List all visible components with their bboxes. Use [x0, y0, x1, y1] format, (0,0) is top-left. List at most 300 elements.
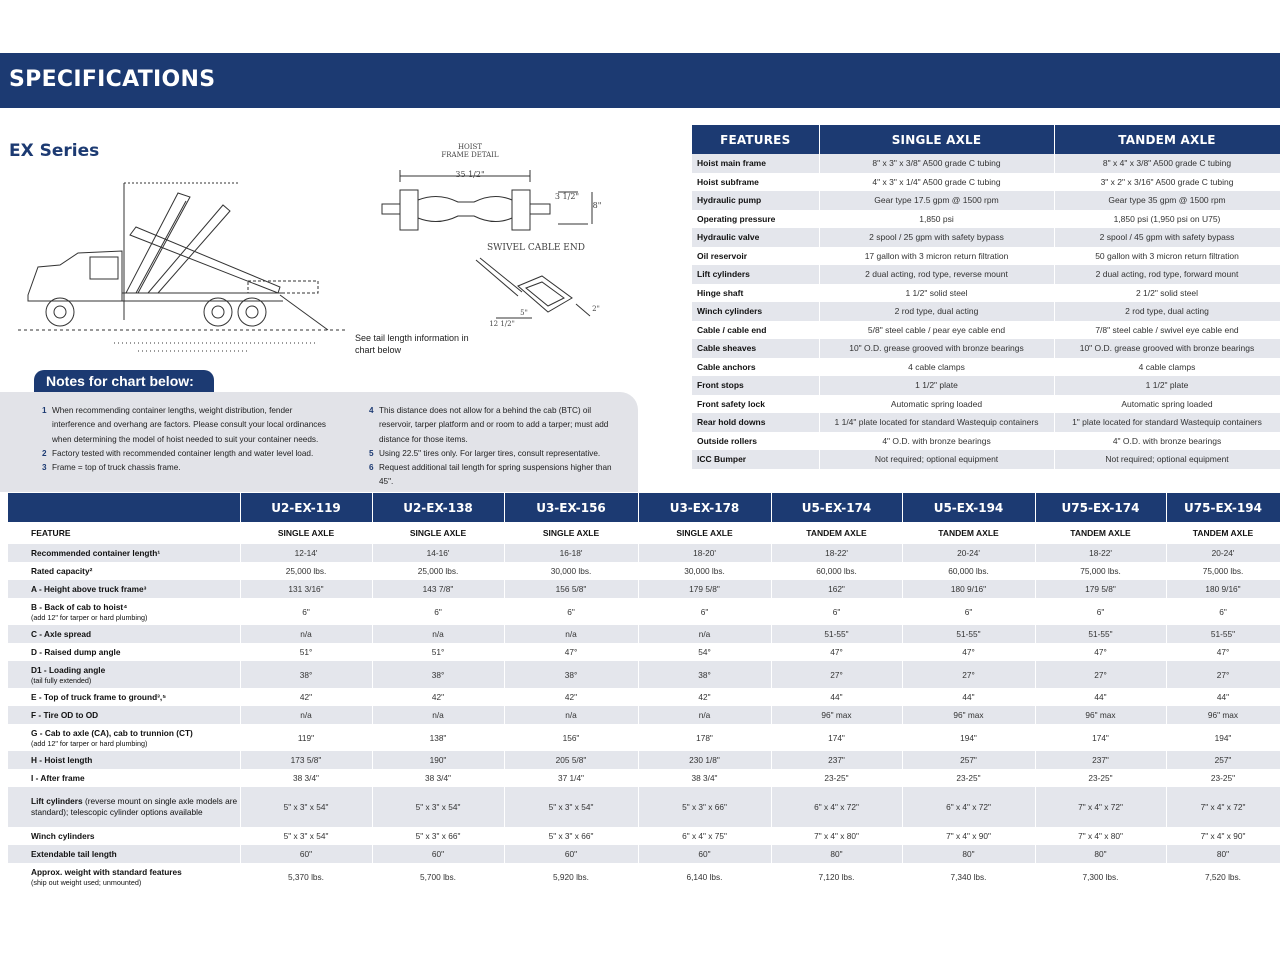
spec-label: Extendable tail length: [31, 848, 117, 859]
spec-value-cell: 75,000 lbs.: [1035, 562, 1166, 580]
spec-value-cell: 38 3/4": [638, 769, 771, 787]
spec-label: Rated capacity²: [31, 565, 93, 576]
spec-label: D - Raised dump angle: [31, 646, 121, 657]
feature-value-cell: 4" x 3" x 1/4" A500 grade C tubing: [819, 173, 1054, 192]
feature-name-cell: Hinge shaft: [692, 284, 819, 303]
spec-value-cell: 162": [771, 580, 902, 598]
spec-value-cell: 23-25": [1166, 769, 1280, 787]
feature-value-cell: Gear type 35 gpm @ 1500 rpm: [1054, 191, 1280, 210]
spec-value-cell: 174": [771, 724, 902, 751]
spec-value-cell: 178": [638, 724, 771, 751]
spec-value-cell: 6" x 4" x 72": [771, 787, 902, 827]
spec-value-cell: 180 9/16": [902, 580, 1035, 598]
spec-label-cell: [8, 580, 240, 598]
feature-value-cell: 5/8" steel cable / pear eye cable end: [819, 321, 1054, 340]
models-header-blank: [8, 493, 240, 522]
spec-value-cell: 23-25": [771, 769, 902, 787]
features-row: [692, 173, 1280, 192]
spec-value-cell: 156 5/8": [504, 580, 638, 598]
spec-value-cell: 5" x 3" x 54": [240, 787, 372, 827]
spec-value-cell: 6": [372, 598, 504, 625]
spec-value-cell: 194": [902, 724, 1035, 751]
spec-value-cell: 60": [372, 845, 504, 863]
spec-value-cell: 6": [902, 598, 1035, 625]
feature-value-cell: 2 spool / 25 gpm with safety bypass: [819, 228, 1054, 247]
spec-row: [8, 863, 1280, 890]
features-header-cell: TANDEM AXLE: [1054, 125, 1280, 154]
spec-value-cell: 5" x 3" x 54": [504, 787, 638, 827]
features-row: [692, 432, 1280, 451]
feature-value-cell: 3" x 2" x 3/16" A500 grade C tubing: [1054, 173, 1280, 192]
spec-value-cell: 38°: [504, 661, 638, 688]
feature-value-cell: 4 cable clamps: [819, 358, 1054, 377]
feature-value-cell: 1 1/2" plate: [1054, 376, 1280, 395]
spec-value-cell: 5,370 lbs.: [240, 863, 372, 890]
spec-row: [8, 787, 1280, 827]
feature-name-cell: Hydraulic pump: [692, 191, 819, 210]
spec-label: Lift cylinders: [31, 796, 83, 806]
feature-value-cell: Gear type 17.5 gpm @ 1500 rpm: [819, 191, 1054, 210]
spec-value-cell: n/a: [372, 625, 504, 643]
spec-row: [8, 598, 1280, 625]
spec-label: Winch cylinders: [31, 830, 95, 841]
spec-value-cell: 51°: [240, 643, 372, 661]
spec-value-cell: 12-14': [240, 544, 372, 562]
feature-value-cell: Not required; optional equipment: [1054, 450, 1280, 469]
features-row: [692, 321, 1280, 340]
feature-name-cell: Front stops: [692, 376, 819, 395]
features-row: [692, 450, 1280, 469]
spec-value-cell: 60": [504, 845, 638, 863]
spec-value-cell: 20-24': [902, 544, 1035, 562]
spec-value-cell: 80": [771, 845, 902, 863]
spec-row: [8, 580, 1280, 598]
models-table: [8, 493, 1280, 890]
spec-value-cell: 38°: [372, 661, 504, 688]
spec-label-note: (add 12" for tarper or hard plumbing): [31, 738, 148, 748]
spec-label-cell: [8, 863, 240, 890]
spec-row: [8, 562, 1280, 580]
note-text: Using 22.5" tires only. For larger tires, consult representative.: [379, 448, 601, 458]
spec-value-cell: 6": [771, 598, 902, 625]
feature-value-cell: 7/8" steel cable / swivel eye cable end: [1054, 321, 1280, 340]
spec-value-cell: n/a: [240, 706, 372, 724]
spec-value-cell: 44": [771, 688, 902, 706]
spec-value-cell: n/a: [240, 625, 372, 643]
spec-row: [8, 751, 1280, 769]
features-table: [692, 125, 1280, 469]
spec-value-cell: 5,700 lbs.: [372, 863, 504, 890]
axle-type-cell: SINGLE AXLE: [240, 522, 372, 544]
feature-name-cell: Hydraulic valve: [692, 228, 819, 247]
spec-value-cell: n/a: [638, 706, 771, 724]
model-header-cell: U2-EX-119: [240, 493, 372, 522]
feature-value-cell: 1 1/4" plate located for standard Wastequip containers: [819, 413, 1054, 432]
model-header-cell: U3-EX-178: [638, 493, 771, 522]
spec-value-cell: 7" x 4" x 80": [1035, 827, 1166, 845]
spec-value-cell: 47°: [1035, 643, 1166, 661]
spec-value-cell: 44": [1166, 688, 1280, 706]
feature-value-cell: 8" x 3" x 3/8" A500 grade C tubing: [819, 154, 1054, 173]
feature-value-cell: 2 rod type, dual acting: [819, 302, 1054, 321]
spec-row: [8, 827, 1280, 845]
feature-value-cell: 2 1/2" solid steel: [1054, 284, 1280, 303]
note-number: 2: [42, 448, 47, 458]
spec-value-cell: 37 1/4": [504, 769, 638, 787]
spec-label-cell: [8, 724, 240, 751]
features-row: [692, 228, 1280, 247]
spec-value-cell: 7,520 lbs.: [1166, 863, 1280, 890]
dim-height-a-label: 3 1/2": [554, 192, 580, 201]
feature-name-cell: Hoist subframe: [692, 173, 819, 192]
spec-row: [8, 845, 1280, 863]
spec-value-cell: 7" x 4" x 90": [902, 827, 1035, 845]
spec-value-cell: 60": [638, 845, 771, 863]
spec-value-cell: 179 5/8": [1035, 580, 1166, 598]
feature-name-cell: Hoist main frame: [692, 154, 819, 173]
spec-value-cell: 42": [240, 688, 372, 706]
model-header-cell: U75-EX-174: [1035, 493, 1166, 522]
feature-name-cell: Oil reservoir: [692, 247, 819, 266]
spec-value-cell: 80": [1166, 845, 1280, 863]
spec-value-cell: 14-16': [372, 544, 504, 562]
spec-value-cell: 7" x 4" x 80": [771, 827, 902, 845]
spec-value-cell: 180 9/16": [1166, 580, 1280, 598]
feature-value-cell: 1 1/2" plate: [819, 376, 1054, 395]
feature-name-cell: Winch cylinders: [692, 302, 819, 321]
spec-label-cell: [8, 706, 240, 724]
spec-value-cell: 7,120 lbs.: [771, 863, 902, 890]
spec-value-cell: 205 5/8": [504, 751, 638, 769]
feature-name-cell: Cable sheaves: [692, 339, 819, 358]
feature-value-cell: 4" O.D. with bronze bearings: [1054, 432, 1280, 451]
features-row: [692, 395, 1280, 414]
notes-left-column: [42, 404, 332, 475]
spec-value-cell: 6": [240, 598, 372, 625]
spec-value-cell: 60,000 lbs.: [902, 562, 1035, 580]
feature-name-cell: Lift cylinders: [692, 265, 819, 284]
features-header-cell: FEATURES: [692, 125, 819, 154]
spec-label-cell: [8, 598, 240, 625]
spec-value-cell: 60,000 lbs.: [771, 562, 902, 580]
spec-value-cell: 27°: [1166, 661, 1280, 688]
spec-label: G - Cab to axle (CA), cab to trunnion (CT): [31, 727, 193, 738]
spec-value-cell: 38 3/4": [240, 769, 372, 787]
series-title: EX Series: [9, 141, 100, 161]
feature-value-cell: 50 gallon with 3 micron return filtration: [1054, 247, 1280, 266]
spec-value-cell: 47°: [771, 643, 902, 661]
spec-value-cell: 257": [1166, 751, 1280, 769]
spec-row: [8, 724, 1280, 751]
spec-label-note: (ship out weight used; unmounted): [31, 877, 142, 887]
spec-value-cell: 131 3/16": [240, 580, 372, 598]
truck-diagram: [18, 175, 348, 355]
notes-panel: [0, 392, 638, 492]
spec-value-cell: 51-55": [771, 625, 902, 643]
note-item: [42, 404, 332, 447]
feature-value-cell: 1 1/2" solid steel: [819, 284, 1054, 303]
feature-column-label: FEATURE: [8, 522, 240, 544]
note-text: When recommending container lengths, weight distribution, fender interference and overhang are factors. Please consult your local ordinances when determining the model of hoist needed to suit your container needs.: [52, 406, 326, 444]
note-item: [369, 447, 621, 461]
spec-label-cell: [8, 845, 240, 863]
feature-value-cell: 2 dual acting, rod type, reverse mount: [819, 265, 1054, 284]
spec-label-cell: [8, 625, 240, 643]
swivel-dim-a-label: 12 1/2": [489, 320, 515, 328]
model-header-cell: U5-EX-174: [771, 493, 902, 522]
feature-value-cell: 1,850 psi: [819, 210, 1054, 229]
spec-value-cell: 54°: [638, 643, 771, 661]
axle-type-cell: TANDEM AXLE: [1035, 522, 1166, 544]
spec-value-cell: 23-25": [902, 769, 1035, 787]
spec-value-cell: 38 3/4": [372, 769, 504, 787]
features-header-cell: SINGLE AXLE: [819, 125, 1054, 154]
spec-value-cell: 6": [638, 598, 771, 625]
axle-type-cell: TANDEM AXLE: [1166, 522, 1280, 544]
spec-value-cell: 237": [1035, 751, 1166, 769]
spec-row: [8, 661, 1280, 688]
feature-value-cell: 4" O.D. with bronze bearings: [819, 432, 1054, 451]
axle-type-row: [8, 522, 1280, 544]
page-title: SPECIFICATIONS: [9, 67, 216, 92]
spec-row: [8, 706, 1280, 724]
note-text: Request additional tail length for spring suspensions higher than 45".: [379, 463, 612, 487]
spec-value-cell: 47°: [504, 643, 638, 661]
spec-value-cell: 27°: [1035, 661, 1166, 688]
spec-value-cell: 38°: [240, 661, 372, 688]
spec-value-cell: 30,000 lbs.: [504, 562, 638, 580]
spec-value-cell: 174": [1035, 724, 1166, 751]
spec-row: [8, 769, 1280, 787]
feature-value-cell: 1" plate located for standard Wastequip containers: [1054, 413, 1280, 432]
features-row: [692, 191, 1280, 210]
dim-width-label: 35 1/2": [455, 170, 485, 179]
spec-value-cell: 194": [1166, 724, 1280, 751]
spec-row: [8, 625, 1280, 643]
features-header-row: [692, 125, 1280, 154]
features-row: [692, 302, 1280, 321]
feature-value-cell: 4 cable clamps: [1054, 358, 1280, 377]
swivel-dim-c-label: 5": [520, 309, 528, 317]
spec-value-cell: 18-22': [1035, 544, 1166, 562]
spec-label: Recommended container length¹: [31, 547, 161, 558]
spec-value-cell: 6" x 4" x 72": [902, 787, 1035, 827]
feature-value-cell: 17 gallon with 3 micron return filtration: [819, 247, 1054, 266]
spec-value-cell: 42": [638, 688, 771, 706]
spec-value-cell: 51-55": [902, 625, 1035, 643]
spec-value-cell: 6,140 lbs.: [638, 863, 771, 890]
spec-value-cell: 6": [504, 598, 638, 625]
spec-label-cell: [8, 688, 240, 706]
features-row: [692, 376, 1280, 395]
spec-value-cell: 25,000 lbs.: [372, 562, 504, 580]
hoist-frame-detail-label: HOIST FRAME DETAIL: [441, 143, 499, 159]
spec-value-cell: 6" x 4" x 75": [638, 827, 771, 845]
spec-value-cell: 5" x 3" x 66": [504, 827, 638, 845]
spec-label-note: (tail fully extended): [31, 675, 92, 685]
note-number: 6: [369, 463, 374, 473]
feature-name-cell: ICC Bumper: [692, 450, 819, 469]
spec-value-cell: 27°: [771, 661, 902, 688]
axle-type-cell: TANDEM AXLE: [902, 522, 1035, 544]
features-row: [692, 358, 1280, 377]
spec-value-cell: 42": [504, 688, 638, 706]
feature-value-cell: 2 rod type, dual acting: [1054, 302, 1280, 321]
spec-value-cell: 237": [771, 751, 902, 769]
spec-value-cell: 47°: [902, 643, 1035, 661]
spec-value-cell: 60": [240, 845, 372, 863]
spec-label: C - Axle spread: [31, 628, 92, 639]
spec-value-cell: 7" x 4" x 72": [1035, 787, 1166, 827]
spec-label: E - Top of truck frame to ground³,⁵: [31, 691, 167, 702]
spec-value-cell: 179 5/8": [638, 580, 771, 598]
feature-value-cell: 1,850 psi (1,950 psi on U75): [1054, 210, 1280, 229]
feature-value-cell: 2 dual acting, rod type, forward mount: [1054, 265, 1280, 284]
spec-value-cell: n/a: [504, 706, 638, 724]
feature-name-cell: Front safety lock: [692, 395, 819, 414]
feature-value-cell: Not required; optional equipment: [819, 450, 1054, 469]
note-text: This distance does not allow for a behind the cab (BTC) oil reservoir, tarper platform and or room to add a tarper; must add distance for those items.: [379, 406, 609, 444]
spec-label-cell: [8, 769, 240, 787]
spec-value-cell: 18-22': [771, 544, 902, 562]
models-header-row: [8, 493, 1280, 522]
spec-label-cell: [8, 643, 240, 661]
feature-value-cell: 10" O.D. grease grooved with bronze bearings: [819, 339, 1054, 358]
spec-value-cell: 5,920 lbs.: [504, 863, 638, 890]
note-number: 3: [42, 463, 47, 473]
spec-label: A - Height above truck frame³: [31, 583, 147, 594]
feature-name-cell: Cable anchors: [692, 358, 819, 377]
tail-length-note: See tail length information in chart below: [355, 333, 469, 355]
spec-value-cell: 25,000 lbs.: [240, 562, 372, 580]
spec-label: D1 - Loading angle: [31, 664, 106, 675]
spec-value-cell: 7" x 4" x 90": [1166, 827, 1280, 845]
notes-title: Notes for chart below:: [34, 370, 214, 393]
note-item: [42, 447, 332, 461]
features-row: [692, 339, 1280, 358]
spec-value-cell: 80": [1035, 845, 1166, 863]
spec-row: [8, 688, 1280, 706]
feature-name-cell: Outside rollers: [692, 432, 819, 451]
dim-height-b-label: 8": [592, 201, 602, 210]
axle-type-cell: SINGLE AXLE: [638, 522, 771, 544]
spec-value-cell: 51-55": [1035, 625, 1166, 643]
spec-value-cell: 80": [902, 845, 1035, 863]
spec-value-cell: 96" max: [771, 706, 902, 724]
spec-label: H - Hoist length: [31, 754, 93, 765]
features-row: [692, 284, 1280, 303]
spec-value-cell: 16-18': [504, 544, 638, 562]
note-number: 5: [369, 448, 374, 458]
spec-label-cell: [8, 751, 240, 769]
spec-row: [8, 544, 1280, 562]
spec-value-cell: 5" x 3" x 66": [372, 827, 504, 845]
spec-value-cell: 7,340 lbs.: [902, 863, 1035, 890]
spec-value-cell: 6": [1166, 598, 1280, 625]
spec-value-cell: 38°: [638, 661, 771, 688]
spec-label-detail: (reverse mount on single axle models are standard); telescopic cylinder options available: [31, 796, 238, 817]
spec-value-cell: 47°: [1166, 643, 1280, 661]
spec-label: Approx. weight with standard features: [31, 866, 182, 877]
spec-value-cell: 30,000 lbs.: [638, 562, 771, 580]
spec-value-cell: 75,000 lbs.: [1166, 562, 1280, 580]
spec-value-cell: 27°: [902, 661, 1035, 688]
spec-value-cell: 23-25": [1035, 769, 1166, 787]
feature-name-cell: Operating pressure: [692, 210, 819, 229]
axle-type-cell: TANDEM AXLE: [771, 522, 902, 544]
note-text: Frame = top of truck chassis frame.: [52, 463, 181, 473]
spec-value-cell: 257": [902, 751, 1035, 769]
note-number: 1: [42, 406, 47, 415]
spec-value-cell: 7,300 lbs.: [1035, 863, 1166, 890]
features-row: [692, 154, 1280, 173]
spec-label: B - Back of cab to hoist⁴: [31, 601, 128, 612]
model-header-cell: U5-EX-194: [902, 493, 1035, 522]
note-item: [369, 461, 621, 490]
spec-value-cell: n/a: [372, 706, 504, 724]
features-row: [692, 247, 1280, 266]
note-number: 4: [369, 406, 374, 415]
spec-value-cell: 5" x 3" x 54": [240, 827, 372, 845]
spec-value-cell: 51°: [372, 643, 504, 661]
spec-row: [8, 643, 1280, 661]
spec-label-cell: [8, 787, 240, 827]
features-row: [692, 265, 1280, 284]
spec-value-cell: n/a: [638, 625, 771, 643]
spec-value-cell: 5" x 3" x 54": [372, 787, 504, 827]
spec-value-cell: 190": [372, 751, 504, 769]
spec-value-cell: 51-55": [1166, 625, 1280, 643]
features-row: [692, 413, 1280, 432]
spec-label-cell: [8, 661, 240, 688]
spec-value-cell: 42": [372, 688, 504, 706]
spec-value-cell: 173 5/8": [240, 751, 372, 769]
spec-value-cell: 138": [372, 724, 504, 751]
spec-value-cell: 119": [240, 724, 372, 751]
feature-value-cell: 10" O.D. grease grooved with bronze bearings: [1054, 339, 1280, 358]
spec-value-cell: 96" max: [1166, 706, 1280, 724]
feature-value-cell: 8" x 4" x 3/8" A500 grade C tubing: [1054, 154, 1280, 173]
spec-label-cell: [8, 544, 240, 562]
spec-label-cell: [8, 562, 240, 580]
feature-value-cell: 2 spool / 45 gpm with safety bypass: [1054, 228, 1280, 247]
features-row: [692, 210, 1280, 229]
spec-value-cell: 230 1/8": [638, 751, 771, 769]
header-bar: [0, 53, 1280, 108]
spec-value-cell: 5" x 3" x 66": [638, 787, 771, 827]
swivel-cable-end-label: SWIVEL CABLE END: [487, 243, 585, 253]
note-item: [369, 404, 621, 447]
spec-value-cell: 156": [504, 724, 638, 751]
notes-right-column: [369, 404, 621, 490]
note-item: [42, 461, 332, 475]
model-header-cell: U2-EX-138: [372, 493, 504, 522]
spec-label-cell: [8, 827, 240, 845]
spec-label: F - Tire OD to OD: [31, 709, 99, 720]
note-text: Factory tested with recommended container length and water level load.: [52, 448, 314, 458]
spec-value-cell: 44": [902, 688, 1035, 706]
spec-value-cell: 18-20': [638, 544, 771, 562]
model-header-cell: U3-EX-156: [504, 493, 638, 522]
spec-label: I - After frame: [31, 772, 85, 783]
spec-value-cell: 96" max: [902, 706, 1035, 724]
spec-value-cell: 7" x 4" x 72": [1166, 787, 1280, 827]
spec-value-cell: n/a: [504, 625, 638, 643]
feature-value-cell: Automatic spring loaded: [1054, 395, 1280, 414]
swivel-dim-b-label: 2": [592, 305, 600, 313]
spec-value-cell: 96" max: [1035, 706, 1166, 724]
feature-name-cell: Cable / cable end: [692, 321, 819, 340]
